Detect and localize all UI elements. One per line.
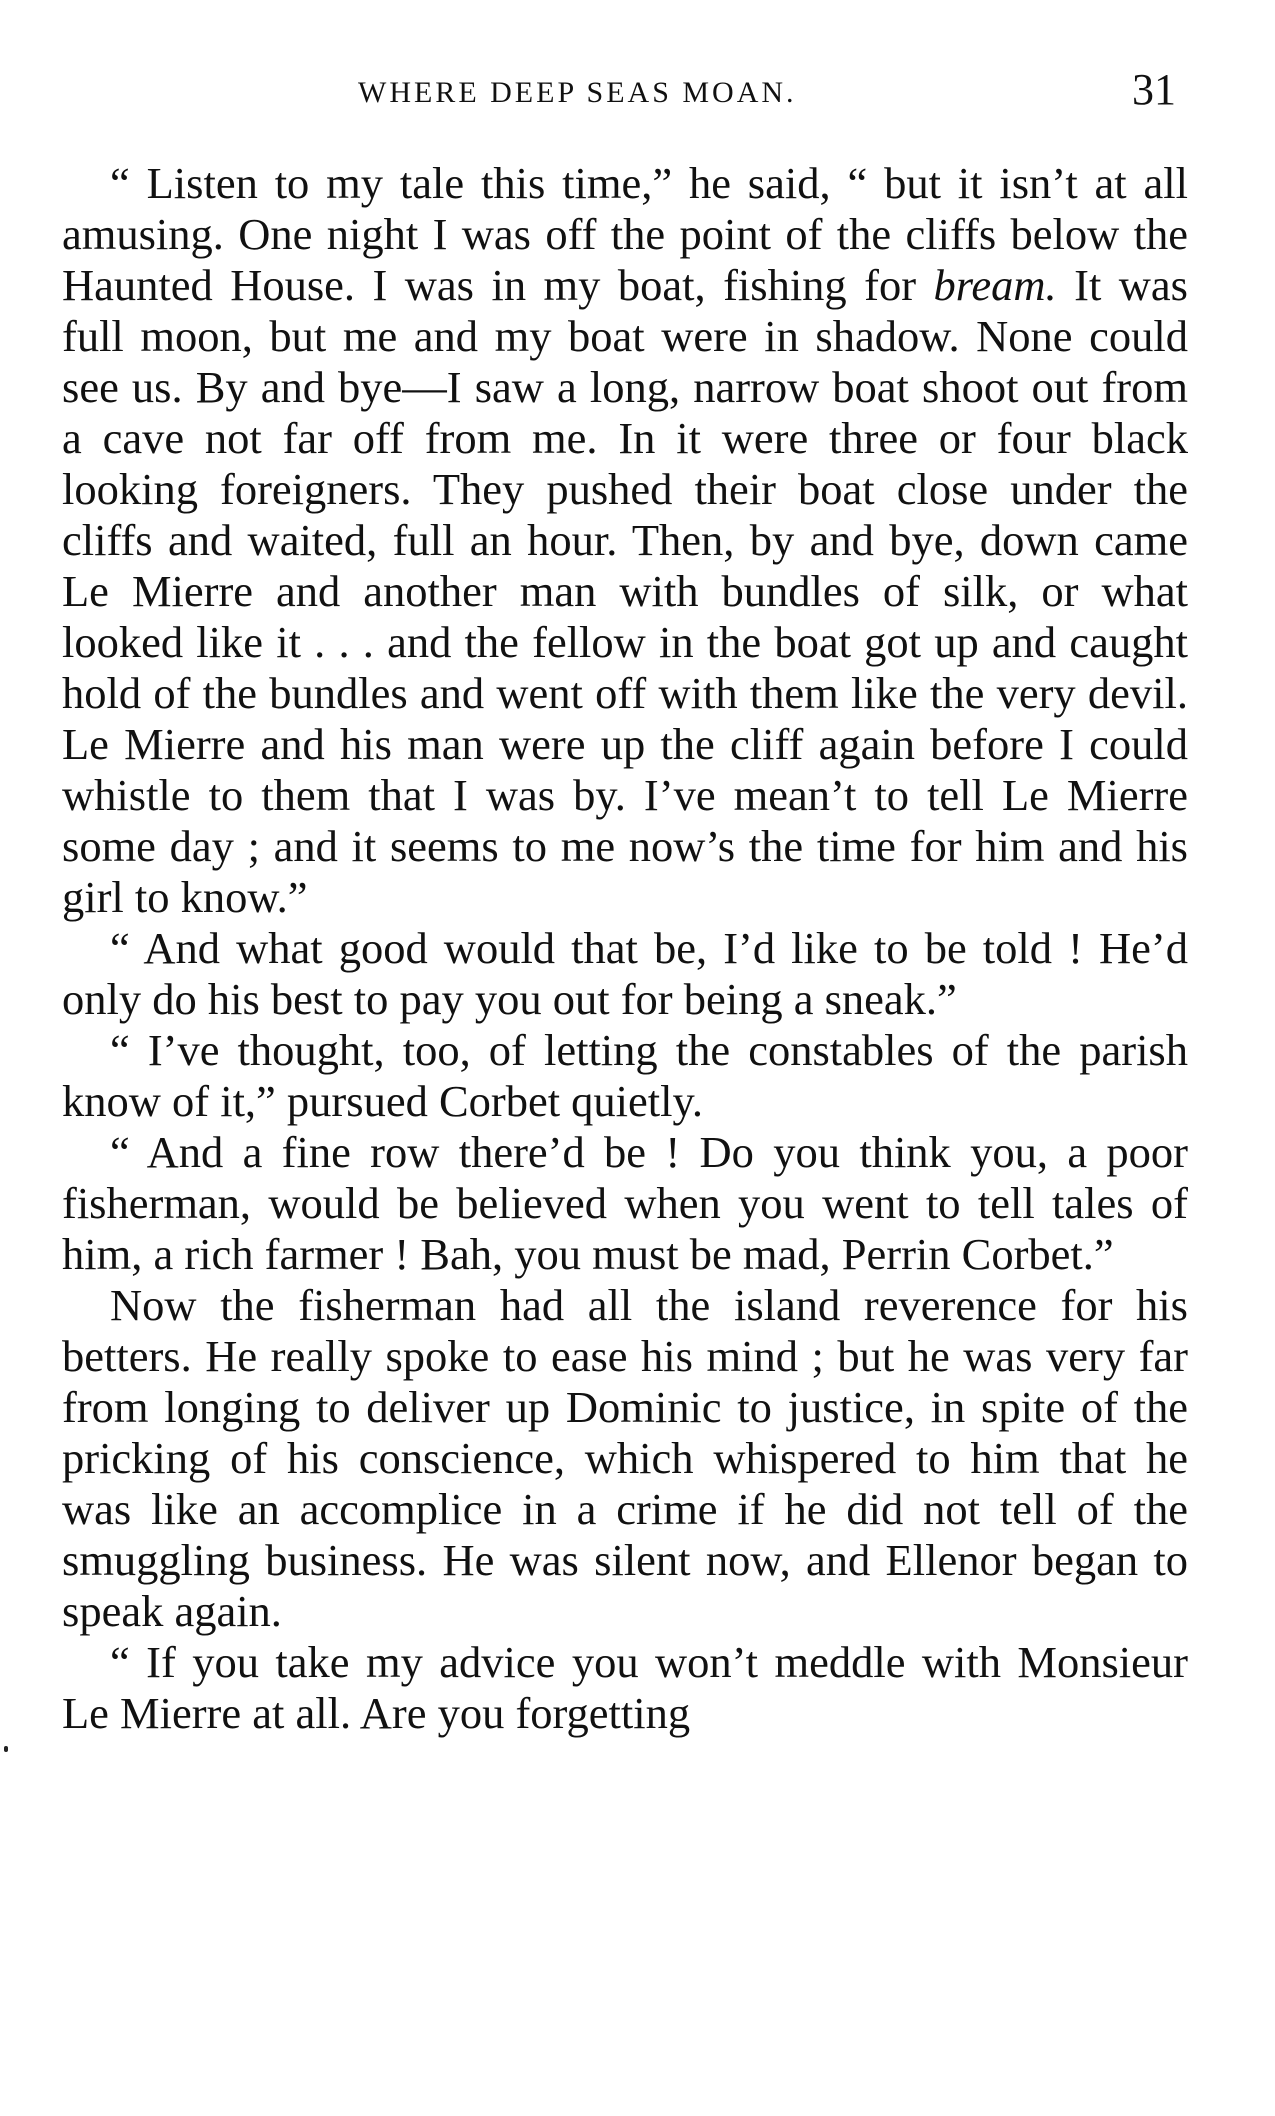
paragraph: “ And what good would that be, I’d like to be told ! He’d only do his best to pay you out for being a sneak.”	[62, 923, 1188, 1024]
running-head	[0, 64, 1275, 124]
paragraph: “ And a fine row there’d be ! Do you think you, a poor fisherman, would be believed when you went to tell tales of him, a rich farmer ! Bah, you must be mad, Perrin Corbet.”	[62, 1127, 1188, 1279]
page-number: 31	[1132, 65, 1176, 114]
paragraph: Now the fisherman had all the island reverence for his betters. He really spoke to ease his mind ; but he was very far from longing to deliver up Dominic to justice, in spite of the pricking of his conscience, which whispered to him that he was like an accomplice in a crime if he did not tell of the smuggling business. He was silent now, and Ellenor began to speak again.	[62, 1280, 1188, 1636]
paragraph-text-after-emphasis: It was full moon, but me and my boat were in shadow. None could see us. By and bye—I saw a long, narrow boat shoot out from a cave not far off from me. In it were three or four black looking foreigners. They pushed their boat close under the cliffs and waited, full an hour. Then, by and bye, down came Le Mierre and another man with bundles of silk, or what looked like it . . . and the fellow in the boat got up and caught hold of the bundles and went off with them like the very devil. Le Mierre and his man were up the cliff again before I could whistle to them that I was by. I’ve mean’t to tell Le Mierre some day ; and it seems to me now’s the time for him and his girl to know.”	[62, 260, 1189, 922]
italic-word: bream.	[933, 260, 1057, 310]
body-text	[62, 158, 1188, 1739]
running-head-title: WHERE DEEP SEAS MOAN.	[358, 76, 797, 109]
scan-speck	[4, 1746, 8, 1752]
paragraph	[62, 158, 1188, 923]
paragraph: “ If you take my advice you won’t meddle with Monsieur Le Mierre at all. Are you forgetting	[62, 1637, 1188, 1738]
paragraph-text-before-emphasis: “ Listen to my tale this time,” he said, “ but it isn’t at all amusing. One night I was off the point of the cliffs below the Haunted House. I was in my boat, fishing for	[62, 158, 1188, 310]
paragraph: “ I’ve thought, too, of letting the constables of the parish know of it,” pursued Corbet quietly.	[62, 1025, 1188, 1126]
